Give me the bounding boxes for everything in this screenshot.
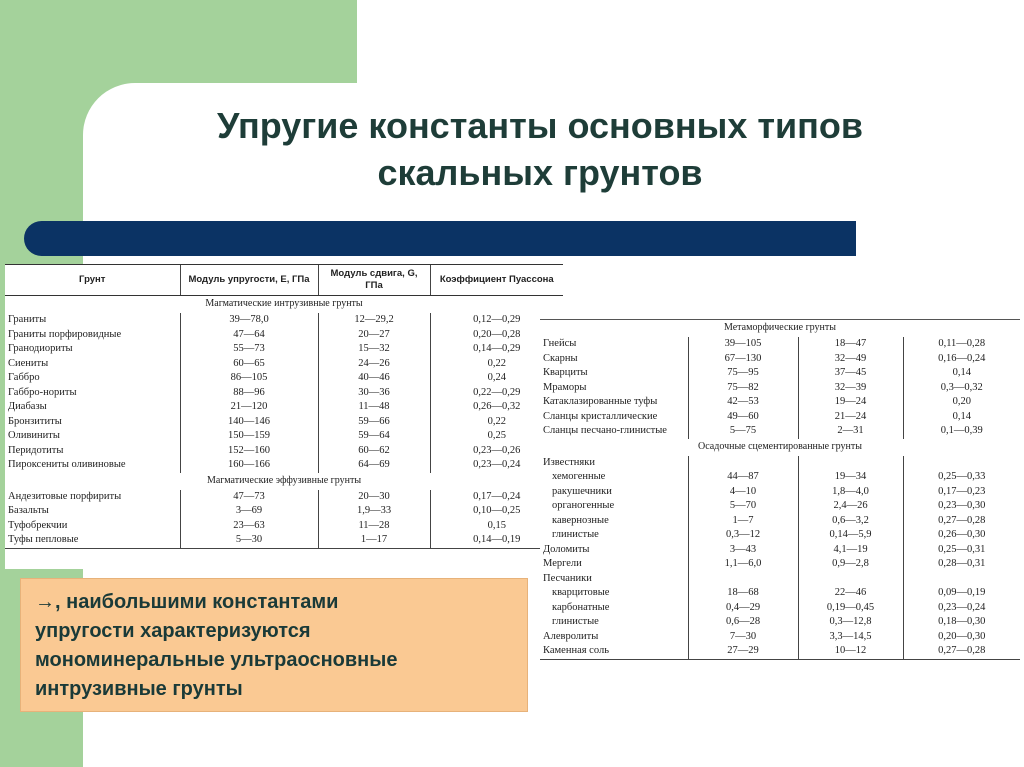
section-title: Осадочные сцементированные грунты [698, 440, 862, 452]
cell-soil-name: Сиениты [8, 357, 49, 369]
table-row [540, 572, 1020, 587]
cell-shear-modulus: 59—66 [318, 415, 430, 430]
cell-soil-name: Пироксениты оливиновые [8, 459, 126, 470]
cell-shear-modulus: 19—24 [798, 395, 903, 410]
cell-soil-name: глинистые [552, 529, 599, 540]
cell-shear-modulus: 1,9—33 [318, 504, 430, 519]
cell-soil-name: Туфы пепловые [5, 533, 180, 548]
callout-line-1: →, наибольшими константами [35, 591, 339, 613]
cell-soil-name: Оливиниты [8, 430, 60, 441]
cell-poisson-ratio: 0,09—0,19 [903, 586, 1020, 601]
cell-shear-modulus: 19—34 [798, 470, 903, 485]
cell-soil-name: Доломиты [543, 543, 590, 555]
cell-shear-modulus: 10—12 [798, 644, 903, 659]
cell-poisson-ratio: 0,14—0,19 [430, 533, 563, 548]
header-poisson-ratio: Коэффициент Пуассона [430, 265, 563, 296]
cell-poisson-ratio [903, 572, 1020, 587]
cell-poisson-ratio: 0,14—0,29 [430, 342, 563, 357]
cell-poisson-ratio: 0,14 [903, 366, 1020, 381]
conclusion-callout [20, 578, 528, 712]
cell-shear-modulus: 32—49 [798, 352, 903, 367]
cell-poisson-ratio: 0,22 [430, 357, 563, 372]
section-header-row [5, 296, 563, 314]
cell-soil-name: Граниты порфировидные [8, 328, 122, 340]
cell-soil-name: Гнейсы [543, 338, 577, 349]
cell-shear-modulus: 0,19—0,45 [798, 601, 903, 616]
cell-elastic-modulus: 0,3—12 [688, 528, 798, 543]
cell-poisson-ratio: 0,26—0,30 [903, 528, 1020, 543]
cell-soil-name: Гранодиориты [8, 343, 73, 354]
cell-poisson-ratio: 0,28—0,31 [903, 557, 1020, 572]
cell-shear-modulus: 11—48 [318, 400, 430, 415]
cell-elastic-modulus: 1,1—6,0 [688, 557, 798, 572]
cell-elastic-modulus: 67—130 [688, 352, 798, 367]
cell-poisson-ratio: 0,1—0,39 [903, 424, 1020, 439]
table-row [540, 337, 1020, 352]
cell-soil-name: Диабазы [8, 401, 47, 412]
cell-elastic-modulus: 150—159 [180, 429, 318, 444]
cell-poisson-ratio: 0,11—0,28 [903, 337, 1020, 352]
section-header-row [5, 473, 563, 490]
table-row [540, 644, 1020, 659]
cell-elastic-modulus: 3—43 [688, 543, 798, 558]
cell-elastic-modulus: 5—75 [688, 424, 798, 439]
cell-soil-name: Габбро [8, 372, 40, 383]
cell-soil-name: Кварциты [543, 367, 588, 378]
cell-elastic-modulus: 23—63 [180, 519, 318, 534]
cell-elastic-modulus: 1—7 [688, 514, 798, 529]
cell-elastic-modulus: 0,6—28 [688, 615, 798, 630]
table-row [540, 410, 1020, 425]
cell-shear-modulus [798, 572, 903, 587]
table-row [5, 313, 563, 328]
slide-title [100, 102, 980, 196]
cell-shear-modulus: 21—24 [798, 410, 903, 425]
table-row [540, 543, 1020, 558]
cell-soil-name: органогенные [552, 500, 615, 511]
table-row [5, 400, 563, 415]
cell-soil-name: Скарны [543, 352, 578, 364]
cell-elastic-modulus: 44—87 [688, 470, 798, 485]
table-row [540, 381, 1020, 396]
section-header-row [540, 320, 1020, 338]
cell-shear-modulus: 0,14—5,9 [798, 528, 903, 543]
cell-poisson-ratio: 0,17—0,24 [430, 490, 563, 505]
table-row [540, 499, 1020, 514]
cell-poisson-ratio: 0,26—0,32 [430, 400, 563, 415]
table-row [5, 504, 563, 519]
cell-poisson-ratio: 0,20—0,30 [903, 630, 1020, 645]
cell-elastic-modulus: 7—30 [688, 630, 798, 645]
callout-line-3: мономинеральные ультраосновные [35, 649, 398, 671]
cell-soil-name: Сланцы песчано-глинистые [543, 425, 667, 436]
cell-poisson-ratio: 0,24 [430, 371, 563, 386]
table-row [5, 357, 563, 372]
cell-elastic-modulus: 39—105 [688, 337, 798, 352]
callout-line-2: упругости характеризуются [35, 620, 311, 642]
table-row [540, 586, 1020, 601]
cell-soil-name: Алевролиты [543, 630, 599, 642]
header-soil: Грунт [5, 265, 180, 296]
table-row [5, 458, 563, 473]
cell-elastic-modulus: 60—65 [180, 357, 318, 372]
cell-shear-modulus: 4,1—19 [798, 543, 903, 558]
cell-soil-name: глинистые [552, 616, 599, 627]
cell-poisson-ratio: 0,23—0,26 [430, 444, 563, 459]
cell-shear-modulus: 60—62 [318, 444, 430, 459]
cell-shear-modulus: 30—36 [318, 386, 430, 401]
cell-soil-name: Катаклазированные туфы [543, 396, 658, 407]
cell-soil-name: Андезитовые порфириты [8, 490, 122, 502]
cell-elastic-modulus: 21—120 [180, 400, 318, 415]
section-title: Магматические эффузивные грунты [206, 474, 362, 486]
cell-shear-modulus: 0,9—2,8 [798, 557, 903, 572]
cell-shear-modulus: 11—28 [318, 519, 430, 534]
cell-soil-name: карбонатные [552, 601, 610, 613]
title-divider-bar [24, 221, 856, 256]
cell-poisson-ratio: 0,22—0,29 [430, 386, 563, 401]
cell-soil-name: Граниты [8, 314, 47, 325]
cell-shear-modulus: 64—69 [318, 458, 430, 473]
cell-shear-modulus: 18—47 [798, 337, 903, 352]
cell-shear-modulus: 32—39 [798, 381, 903, 396]
cell-elastic-modulus: 88—96 [180, 386, 318, 401]
cell-shear-modulus: 20—27 [318, 328, 430, 343]
cell-elastic-modulus: 140—146 [180, 415, 318, 430]
table-row [5, 444, 563, 459]
header-elastic-modulus: Модуль упругости, Е, ГПа [180, 265, 318, 296]
section-title: Метаморфические грунты [723, 322, 836, 334]
cell-elastic-modulus: 18—68 [688, 586, 798, 601]
cell-soil-name: Туфобрекчии [8, 519, 68, 531]
table-row [540, 528, 1020, 543]
cell-elastic-modulus: 152—160 [180, 444, 318, 459]
cell-elastic-modulus: 0,4—29 [688, 601, 798, 616]
table-row [5, 490, 563, 505]
cell-soil-name: Известняки [543, 456, 595, 468]
cell-poisson-ratio: 0,22 [430, 415, 563, 430]
cell-elastic-modulus: 42—53 [688, 395, 798, 410]
cell-soil-name: ракушечники [552, 485, 612, 497]
cell-elastic-modulus: 27—29 [688, 644, 798, 659]
header-shear-modulus: Модуль сдвига, G, ГПа [318, 265, 430, 296]
cell-elastic-modulus: 39—78,0 [180, 313, 318, 328]
cell-poisson-ratio [903, 456, 1020, 471]
table-row [540, 424, 1020, 439]
cell-poisson-ratio: 0,23—0,24 [903, 601, 1020, 616]
cell-elastic-modulus: 5—30 [180, 533, 318, 548]
cell-elastic-modulus: 49—60 [688, 410, 798, 425]
cell-poisson-ratio: 0,10—0,25 [430, 504, 563, 519]
cell-elastic-modulus: 47—73 [180, 490, 318, 505]
cell-shear-modulus: 24—26 [318, 357, 430, 372]
cell-elastic-modulus: 5—70 [688, 499, 798, 514]
table-row [540, 514, 1020, 529]
cell-elastic-modulus: 4—10 [688, 485, 798, 500]
cell-soil-name: Перидотиты [8, 444, 64, 456]
cell-shear-modulus: 1,8—4,0 [798, 485, 903, 500]
cell-shear-modulus: 0,3—12,8 [798, 615, 903, 630]
cell-poisson-ratio: 0,17—0,23 [903, 485, 1020, 500]
table-row [5, 415, 563, 430]
cell-elastic-modulus: 160—166 [180, 458, 318, 473]
table-row [5, 328, 563, 343]
cell-soil-name: Песчаники [543, 572, 592, 584]
cell-shear-modulus [798, 456, 903, 471]
table-row [540, 601, 1020, 616]
cell-poisson-ratio: 0,20—0,28 [430, 328, 563, 343]
section-title: Магматические интрузивные грунты [205, 298, 363, 310]
cell-shear-modulus: 59—64 [318, 429, 430, 444]
cell-shear-modulus: 3,3—14,5 [798, 630, 903, 645]
cell-poisson-ratio: 0,27—0,28 [903, 514, 1020, 529]
cell-elastic-modulus: 55—73 [180, 342, 318, 357]
cell-soil-name: хемогенные [552, 471, 606, 482]
table-row [5, 519, 563, 534]
cell-elastic-modulus [688, 456, 798, 471]
cell-soil-name: Мраморы [543, 381, 587, 393]
table-row [540, 366, 1020, 381]
table-row [5, 386, 563, 401]
table-row [540, 352, 1020, 367]
cell-poisson-ratio: 0,27—0,28 [903, 644, 1020, 659]
table-row [5, 371, 563, 386]
table-row [5, 429, 563, 444]
section-header-row [540, 439, 1020, 456]
table-row [5, 533, 563, 548]
table-row [540, 395, 1020, 410]
cell-soil-name: кварцитовые [552, 587, 610, 598]
cell-elastic-modulus: 47—64 [180, 328, 318, 343]
cell-poisson-ratio: 0,20 [903, 395, 1020, 410]
cell-poisson-ratio: 0,14 [903, 410, 1020, 425]
elastic-constants-table-igneous [5, 264, 563, 569]
cell-poisson-ratio: 0,25 [430, 429, 563, 444]
cell-poisson-ratio: 0,25—0,33 [903, 470, 1020, 485]
cell-soil-name: Бронзититы [8, 415, 62, 427]
cell-poisson-ratio: 0,25—0,31 [903, 543, 1020, 558]
table-row [540, 470, 1020, 485]
table-row [540, 456, 1020, 471]
cell-shear-modulus: 15—32 [318, 342, 430, 357]
title-line-2: скальных грунтов [377, 152, 703, 193]
cell-shear-modulus: 1—17 [318, 533, 430, 548]
cell-soil-name: Габбро-нориты [8, 386, 77, 398]
cell-shear-modulus: 37—45 [798, 366, 903, 381]
cell-poisson-ratio: 0,16—0,24 [903, 352, 1020, 367]
callout-line-4: интрузивные грунты [35, 678, 243, 700]
cell-poisson-ratio: 0,23—0,30 [903, 499, 1020, 514]
cell-soil-name: Мергели [543, 558, 582, 569]
cell-soil-name: кавернозные [552, 514, 609, 526]
cell-elastic-modulus [688, 572, 798, 587]
cell-elastic-modulus: 86—105 [180, 371, 318, 386]
cell-poisson-ratio: 0,23—0,24 [430, 458, 563, 473]
cell-poisson-ratio: 0,3—0,32 [903, 381, 1020, 396]
elastic-constants-table-metamorphic-sedimentary [540, 319, 1020, 671]
cell-soil-name: Базальты [8, 505, 49, 516]
table-row [540, 557, 1020, 572]
cell-shear-modulus: 2,4—26 [798, 499, 903, 514]
cell-elastic-modulus: 75—95 [688, 366, 798, 381]
cell-soil-name: Сланцы кристаллические [543, 410, 658, 422]
title-line-1: Упругие константы основных типов [216, 105, 864, 146]
table-row [540, 615, 1020, 630]
cell-elastic-modulus: 75—82 [688, 381, 798, 396]
cell-shear-modulus: 2—31 [798, 424, 903, 439]
cell-soil-name: Каменная соль [540, 644, 688, 659]
cell-shear-modulus: 12—29,2 [318, 313, 430, 328]
cell-poisson-ratio: 0,12—0,29 [430, 313, 563, 328]
cell-elastic-modulus: 3—69 [180, 504, 318, 519]
cell-shear-modulus: 0,6—3,2 [798, 514, 903, 529]
cell-poisson-ratio: 0,15 [430, 519, 563, 534]
cell-poisson-ratio: 0,18—0,30 [903, 615, 1020, 630]
table-row [540, 630, 1020, 645]
cell-shear-modulus: 40—46 [318, 371, 430, 386]
cell-shear-modulus: 20—30 [318, 490, 430, 505]
table-row [5, 342, 563, 357]
table-row [540, 485, 1020, 500]
cell-shear-modulus: 22—46 [798, 586, 903, 601]
